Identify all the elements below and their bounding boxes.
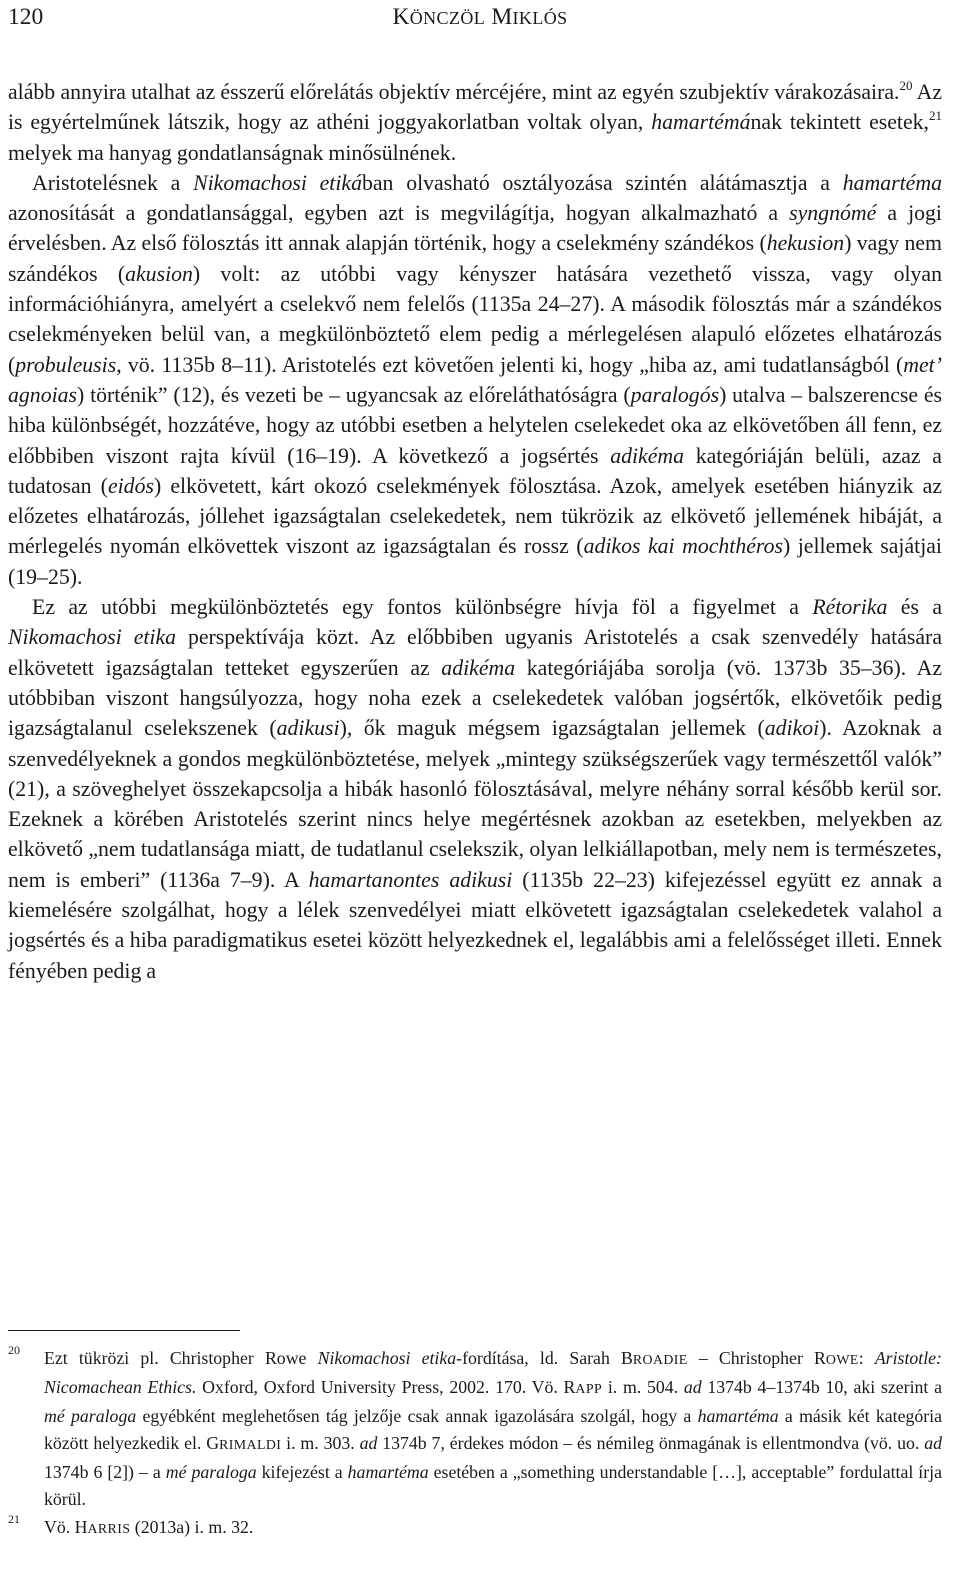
footnote-reference[interactable]: 21 bbox=[929, 108, 942, 124]
italic-term: hamartéma bbox=[842, 170, 942, 195]
author-name: BROADIE bbox=[621, 1348, 688, 1368]
italic-term: Nikomachosi etika bbox=[8, 625, 177, 650]
italic-term: Rétorika bbox=[812, 595, 888, 620]
main-text bbox=[8, 77, 942, 986]
author-name: RAPP bbox=[563, 1377, 603, 1397]
italic-term: hamartanontes adikusi bbox=[308, 867, 513, 892]
paragraph: Aristotelésnek a Nikomachosi etikában olvasható osztályozása szintén alátámasztja a hamartéma azonosítását a gondatlansággal, egyben azt is megvilágítja, hogyan alkalmazható a syngnómé a jogi érvelésben. Az első fölosztás itt annak alapján történik, hogy a cselekmény szándékos (hekusion) vagy nem szándékos (akusion) volt: az utóbbi vagy kényszer hatására vezethető vissza, vagy olyan információhiányra, amelyért a cselekvő nem felelős (1135a 24–27). A második fölosztás már a szándékos cselekményeken belül van, a megkülönböztető elem pedig a mérlegelésen alapuló előzetes elhatározás (probuleusis, vö. 1135b 8–11). Aristotelés ezt követően jelenti ki, hogy „hiba az, ami tudatlanságból (met’ agnoias) történik” (12), és vezeti be – ugyancsak az előreláthatóságra (paralogós) utalva – balszerencse és hiba különbségét, hozzátéve, hogy az utóbbi esetben a helytelen cselekedet oka az elkövetőben áll fenn, ez előbbiben viszont rajta kívül (16–19). A következő a jogsértés adikéma kategóriáján belüli, azaz a tudatosan (eidós) elkövetett, kárt okozó cselekmények fölosztása. Azok, amelyek esetében hiányzik az előzetes elhatározás, jóllehet igazságtalan cselekedetek, nem tükrözik az elkövető jellemének hibáját, a mérlegelés nyomán elkövettek viszont az igazságtalan és rossz (adikos kai mochthéros) jellemek sajátjai (19–25). bbox=[8, 170, 943, 589]
italic-term: syngnómé bbox=[789, 201, 877, 226]
author-name: HARRIS bbox=[74, 1517, 131, 1537]
italic-term: eidós bbox=[107, 473, 154, 498]
footnote bbox=[8, 1345, 942, 1513]
page-header bbox=[8, 2, 952, 38]
italic-term: akusion bbox=[125, 261, 193, 286]
italic-term: ad bbox=[683, 1377, 702, 1397]
italic-term: met’ agnoias bbox=[8, 352, 942, 407]
italic-term: ad bbox=[924, 1433, 942, 1453]
page-number: 120 bbox=[8, 4, 44, 30]
italic-term: paralogós bbox=[630, 382, 720, 407]
italic-term: Aristotle: Nicomachean Ethics. bbox=[44, 1348, 942, 1397]
running-head: KÖNCZÖL MIKLÓS bbox=[392, 4, 568, 30]
paragraph: alább annyira utalhat az ésszerű előrelátás objektív mércéjére, mint az egyén szubjektív várakozásaira.$^{20}$ Az is egyértelműnek látszik, hogy az athéni joggyakorlatban voltak olyan, hamartémának tekintett esetek,$^{21}$ melyek ma hanyag gondatlanságnak minősülnének. bbox=[8, 78, 942, 165]
italic-term: mé paraloga bbox=[165, 1462, 257, 1482]
italic-term: adikusi bbox=[276, 716, 340, 741]
footnote-number: 21 bbox=[8, 1512, 20, 1526]
paragraph: Ez az utóbbi megkülönböztetés egy fontos különbségre hívja föl a figyelmet a Rétorika és a Nikomachosi etika perspektívája közt. Az előbbiben ugyanis Aristotelés a csak szenvedély hatására elkövetett igazságtalan tetteket egyszerűen az adikéma kategóriájába sorolja (vö. 1373b 35–36). Az utóbbiban viszont hangsúlyozza, hogy noha ezek a cselekedetek valóban jogsértők, elkövetőik pedig igazságtalanul cselekszenek (adikusi), ők maguk mégsem igazságtalan jellemek (adikoi). Azoknak a szenvedélyeknek a gondos megkülönböztetése, melyek „mintegy szükségszerűek vagy természettől valók” (21), a szöveghelyet összekapcsolja a hibák hasonló fölosztásával, melyre néhány sorral később kerül sor. Ezeknek a körében Aristotelés szerint nincs helye megértésnek azokban az esetekben, melyekben az elkövető „nem tudatlansága miatt, de tudatlanul cselekszik, olyan lelkiállapotban, mely nem is természetes, nem is emberi” (1136a 7–9). A hamartanontes adikusi (1135b 22–23) kifejezéssel együtt ez annak a kiemelésére szolgálhat, hogy a lélek szenvedélyei miatt elkövetett igazságtalan cselekedetek valahol a jogsértés és a hiba paradigmatikus esetei között helyezkednek el, legalábbis ami a felelősséget illeti. Ennek fényében pedig a bbox=[8, 595, 942, 983]
author-name: ROWE bbox=[814, 1348, 859, 1368]
footnote-text: Ezt tükrözi pl. Christopher Rowe Nikomachosi etika-fordítása, ld. Sarah BROADIE – Christopher ROWE: Aristotle: Nicomachean Ethics. Oxford, Oxford University Press, 2002. 170. Vö. RAPP i. m. 504. ad 1374b 4–1374b 10, aki szerint a mé paraloga egyébként meglehetősen tág jelzője csak annak igazolására szolgál, hogy a hamartéma a másik két kategória között helyezkedik el. GRIMALDI i. m. 303. ad 1374b 7, érdekes módon – és némileg önmagának is ellentmondva (vö. uo. ad 1374b 6 [2]) – a mé paraloga kifejezést a hamartéma esetében a „something understandable […], acceptable” fordulattal írja körül. bbox=[44, 1348, 943, 1509]
footnote bbox=[8, 1514, 942, 1543]
footnote-text: Vö. HARRIS (2013a) i. m. 32. bbox=[44, 1517, 254, 1537]
italic-term: ad bbox=[359, 1433, 378, 1453]
footnotes bbox=[8, 1345, 942, 1544]
italic-term: hamartémá bbox=[651, 110, 751, 135]
italic-term: adikos kai mochthéros bbox=[583, 534, 783, 559]
italic-term: adikéma bbox=[610, 443, 685, 468]
footnote-separator bbox=[8, 1330, 240, 1331]
footnote-number: 20 bbox=[8, 1343, 20, 1357]
author-name: GRIMALDI bbox=[206, 1433, 282, 1453]
italic-term: hekusion bbox=[766, 231, 845, 256]
italic-term: mé paraloga bbox=[44, 1406, 137, 1426]
italic-term: hamartéma bbox=[697, 1406, 779, 1426]
italic-term: adikéma bbox=[441, 655, 516, 680]
footnote-reference[interactable]: 20 bbox=[899, 78, 913, 93]
italic-term: Nikomachosi etika bbox=[317, 1348, 457, 1368]
italic-term: hamartéma bbox=[347, 1462, 429, 1482]
italic-term: adikoi bbox=[764, 716, 820, 741]
italic-term: Nikomachosi etiká bbox=[193, 170, 362, 195]
italic-term: probuleusis bbox=[15, 352, 117, 377]
